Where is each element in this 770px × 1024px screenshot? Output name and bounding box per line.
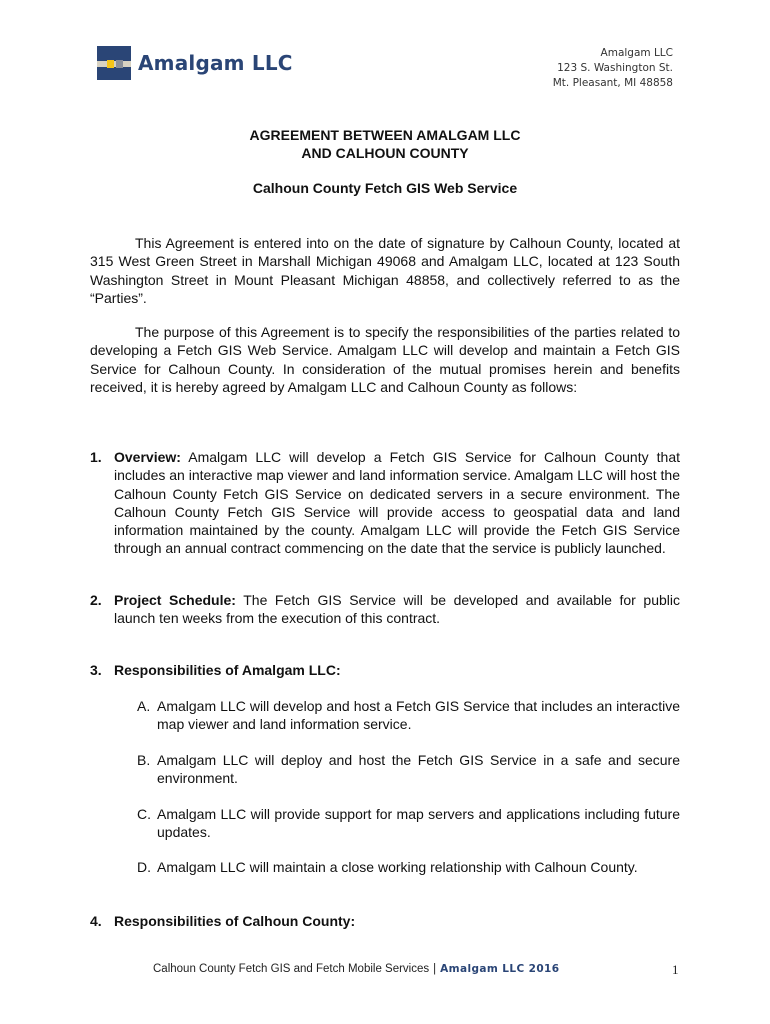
section-heading: Overview: <box>114 449 181 465</box>
subitem-text: Amalgam LLC will deploy and host the Fetch GIS Service in a safe and secure environment. <box>157 752 680 787</box>
title-line: AND CALHOUN COUNTY <box>301 145 469 161</box>
subitem-text: Amalgam LLC will maintain a close working relationship with Calhoun County. <box>157 859 638 875</box>
subitem-letter: D. <box>137 859 151 875</box>
subitem-text: Amalgam LLC will provide support for map servers and applications including future updates. <box>157 806 680 841</box>
subitem <box>137 751 680 788</box>
subitem-letter: A. <box>137 698 151 714</box>
intro-paragraph: This Agreement is entered into on the date of signature by Calhoun County, located at 315 West Green Street in Marshall Michigan 49068 and Amalgam LLC, located at 123 South Washington Street in Mount Pleasant Michigan 48858, and collectively referred to as the “Parties”. <box>90 235 680 306</box>
section-number: 4. <box>90 913 102 929</box>
subitem-letter: B. <box>137 752 151 768</box>
address-line: Amalgam LLC <box>600 47 673 59</box>
section-number: 2. <box>90 592 102 608</box>
logo-mark-icon <box>97 46 131 80</box>
subitem-text: Amalgam LLC will develop and host a Fetch GIS Service that includes an interactive map viewer and land information service. <box>157 698 680 733</box>
company-logo <box>97 45 293 81</box>
section-responsibilities-amalgam <box>90 661 680 679</box>
section-number: 3. <box>90 662 102 678</box>
footer-text: Calhoun County Fetch GIS and Fetch Mobile Services <box>153 963 430 975</box>
section-heading: Responsibilities of Calhoun County: <box>114 913 356 929</box>
subitem-letter: C. <box>137 806 151 822</box>
footer-brand: Amalgam LLC 2016 <box>440 963 560 975</box>
subitem <box>137 697 680 734</box>
subitem <box>137 858 680 876</box>
section-responsibilities-county <box>90 912 680 930</box>
logo-text: Amalgam LLC <box>138 51 293 75</box>
agreement-subtitle: Calhoun County Fetch GIS Web Service <box>252 180 518 196</box>
section-overview <box>90 448 680 558</box>
section-heading: Responsibilities of Amalgam LLC: <box>114 662 341 678</box>
section-number: 1. <box>90 449 102 465</box>
title-line: AGREEMENT BETWEEN AMALGAM LLC <box>249 127 521 143</box>
address-line: 123 S. Washington St. <box>557 62 673 74</box>
agreement-title <box>90 126 680 162</box>
address-line: Mt. Pleasant, MI 48858 <box>552 77 673 89</box>
page-footer <box>0 963 770 979</box>
section-text: The Fetch GIS Service will be developed and available for public launch ten weeks from the execution of this contract. <box>114 592 680 627</box>
page-number: 1 <box>672 962 679 977</box>
section-project-schedule <box>90 591 680 628</box>
purpose-paragraph: The purpose of this Agreement is to specify the responsibilities of the parties related to developing a Fetch GIS Web Service. Amalgam LLC will develop and maintain a Fetch GIS Service for Calhoun County. In consideration of the mutual promises herein and benefits received, it is hereby agreed by Amalgam LLC and Calhoun County as follows: <box>90 324 680 395</box>
footer-separator: | <box>433 963 437 975</box>
subitem <box>137 805 680 842</box>
sender-address <box>553 46 673 91</box>
section-text: Amalgam LLC will develop a Fetch GIS Service for Calhoun County that includes an interactive map viewer and land information service. Amalgam LLC will host the Calhoun County Fetch GIS Service on dedicated servers in a secure environment. The Calhoun County Fetch GIS Service will provide access to geospatial data and land information maintained by the county. Amalgam LLC will provide the Fetch GIS Service through an annual contract commencing on the date that the service is publicly launched. <box>114 449 680 557</box>
section-heading: Project Schedule: <box>114 592 236 608</box>
